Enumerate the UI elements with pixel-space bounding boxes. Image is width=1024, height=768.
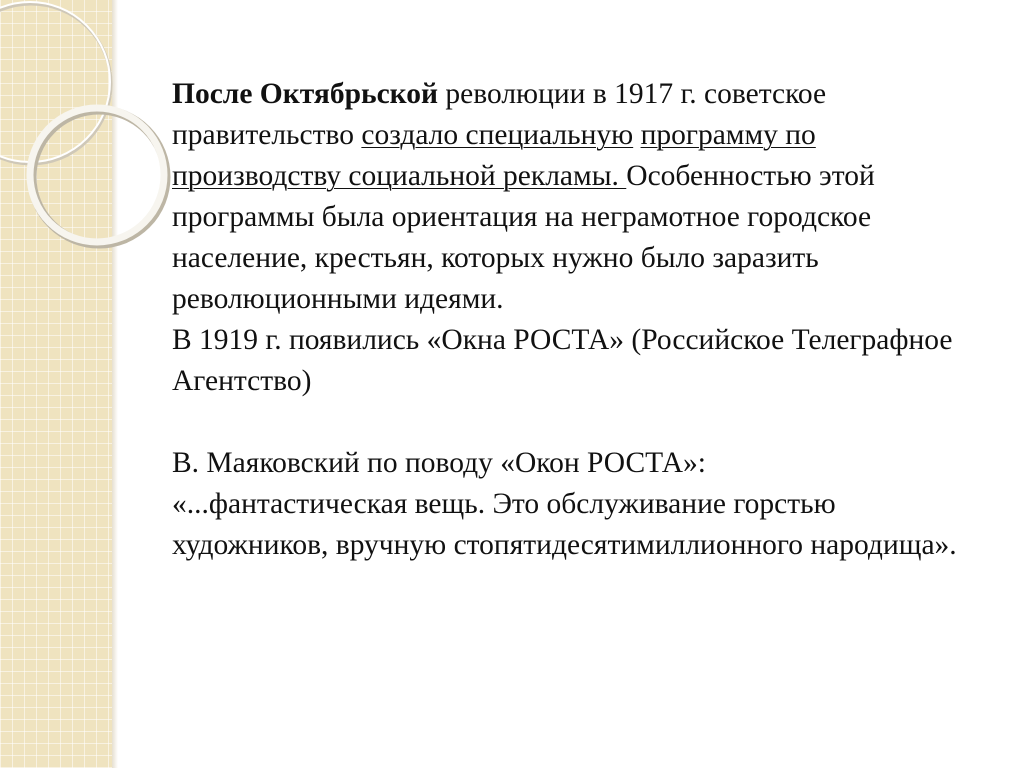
decorative-ring-large xyxy=(0,2,110,162)
decorative-ring-large-shadow xyxy=(0,4,111,164)
paragraph-soviet-program xyxy=(172,74,992,320)
paragraph-mayakovsky-heading: В. Маяковский по поводу «Окон РОСТА»: xyxy=(172,447,706,479)
underlined-phrase: создало специальную xyxy=(361,119,634,151)
spacer xyxy=(172,402,992,443)
paragraph-okna-rosta: В 1919 г. появились «Окна РОСТА» (Российское Телеграфное Агентство) xyxy=(172,324,953,397)
bold-lead: После Октябрьской xyxy=(172,78,439,110)
text-segment xyxy=(633,119,640,151)
text-segment: революции в 1917 г. советское правительство xyxy=(172,78,827,151)
text-segment: Особенностью этой программы была ориентация на неграмотное городское население, крестьян, которых нужно было заразить революционными идеями. xyxy=(172,160,875,315)
paragraph-mayakovsky-quote: «...фантастическая вещь. Это обслуживание горстью художников, вручную стопятидесятимиллионного народища». xyxy=(172,488,957,561)
slide-text-body xyxy=(172,74,992,566)
underlined-phrase: программу по производству социальной рекламы. xyxy=(172,119,816,192)
decorative-rings xyxy=(0,0,180,260)
